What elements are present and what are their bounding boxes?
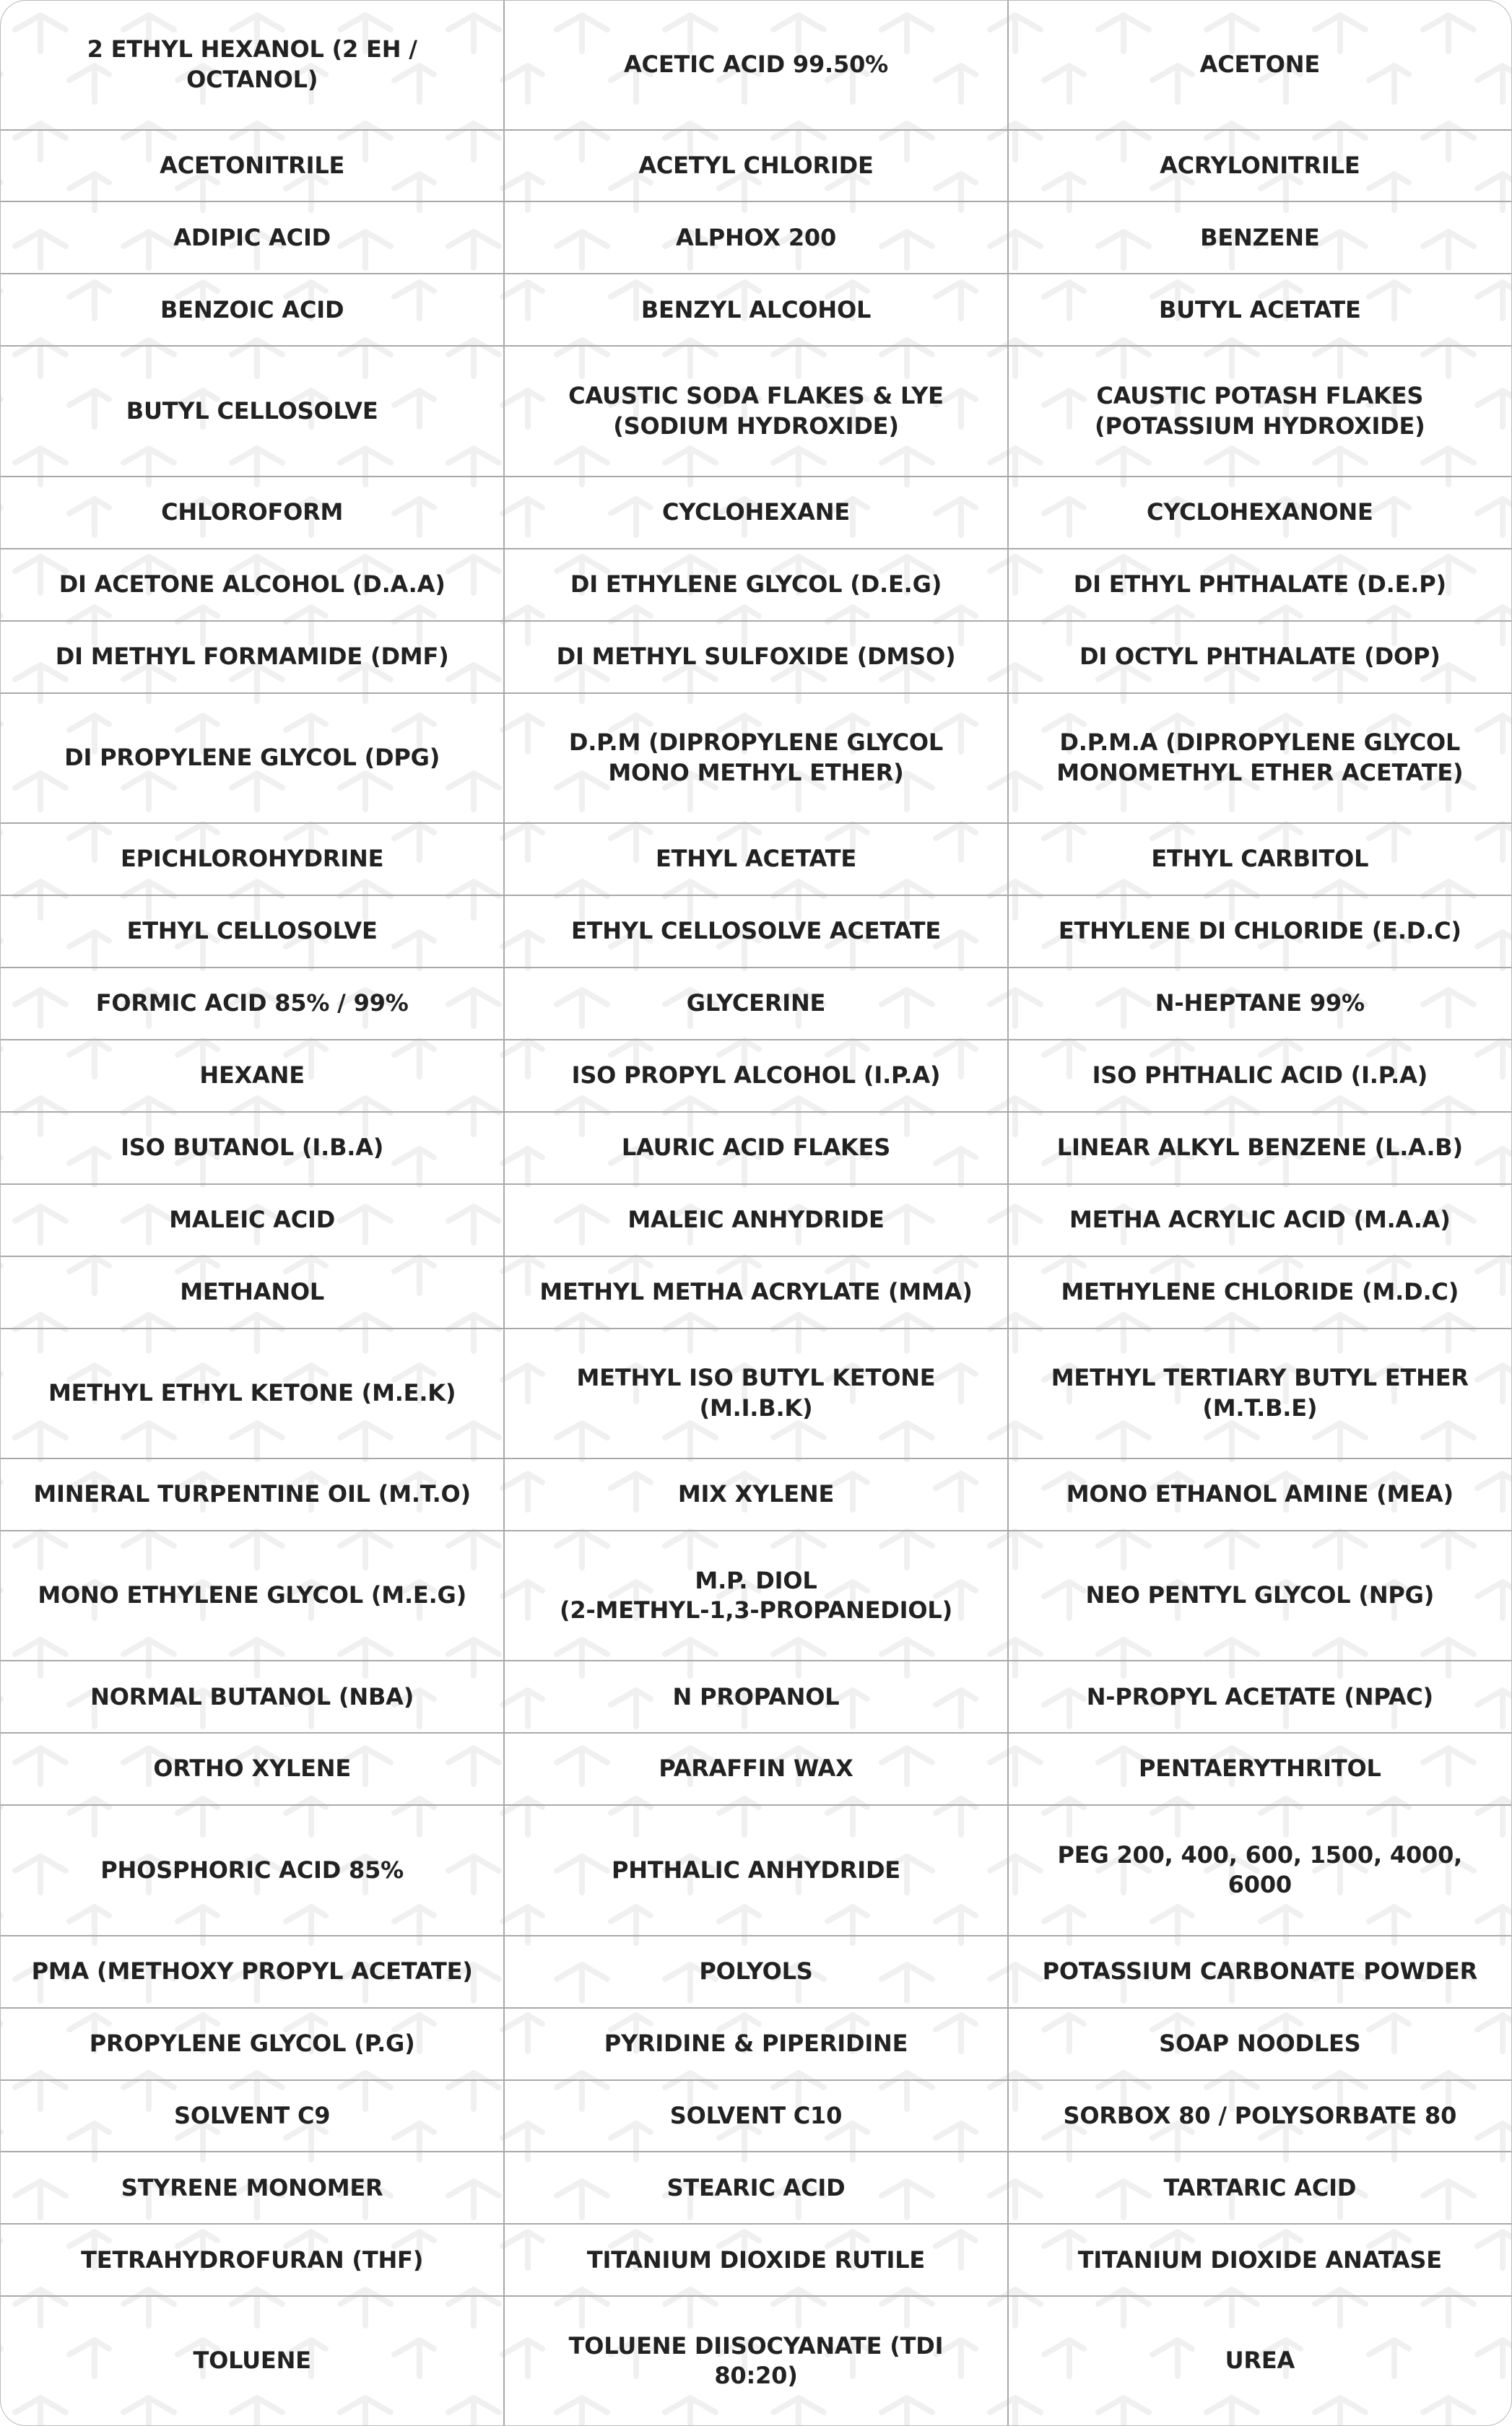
chemical-cell: TETRAHYDROFURAN (THF) [1,2224,504,2296]
table-row [1,549,1511,621]
chemical-cell: ETHYL CARBITOL [1008,823,1511,895]
table-row [1,201,1511,274]
table-row [1,1112,1511,1184]
chemical-cell: CYCLOHEXANE [504,477,1007,549]
chemical-cell: ETHYLENE DI CHLORIDE (E.D.C) [1008,895,1511,968]
chemical-cell: MALEIC ANHYDRIDE [504,1184,1007,1256]
chemical-table [1,1,1511,2425]
chemical-cell: TITANIUM DIOXIDE RUTILE [504,2224,1007,2296]
chemical-cell: GLYCERINE [504,968,1007,1040]
chemical-cell: MINERAL TURPENTINE OIL (M.T.O) [1,1458,504,1531]
chemical-cell: NORMAL BUTANOL (NBA) [1,1661,504,1733]
chemical-cell: D.P.M (DIPROPYLENE GLYCOL MONO METHYL ETHER) [504,693,1007,823]
chemical-cell: MONO ETHYLENE GLYCOL (M.E.G) [1,1531,504,1661]
chemical-cell: N-HEPTANE 99% [1008,968,1511,1040]
chemical-cell: ISO PROPYL ALCOHOL (I.P.A) [504,1040,1007,1112]
chemical-cell: UREA [1008,2296,1511,2425]
chemical-cell: PEG 200, 400, 600, 1500, 4000, 6000 [1008,1805,1511,1935]
table-row [1,2152,1511,2224]
chemical-cell: STEARIC ACID [504,2152,1007,2224]
chemical-table-body [1,1,1511,2425]
table-row [1,2224,1511,2296]
table-row [1,274,1511,346]
table-row [1,130,1511,202]
chemical-cell: METHYL TERTIARY BUTYL ETHER (M.T.B.E) [1008,1329,1511,1458]
chemical-cell: METHYL ISO BUTYL KETONE (M.I.B.K) [504,1329,1007,1458]
chemical-cell: ORTHO XYLENE [1,1733,504,1805]
table-row [1,823,1511,895]
chemical-cell: BENZOIC ACID [1,274,504,346]
table-row [1,1661,1511,1733]
table-row [1,1458,1511,1531]
chemical-cell: PHOSPHORIC ACID 85% [1,1805,504,1935]
chemical-cell: CAUSTIC POTASH FLAKES (POTASSIUM HYDROXIDE) [1008,346,1511,476]
table-row [1,2080,1511,2152]
chemical-cell: POTASSIUM CARBONATE POWDER [1008,1936,1511,2008]
chemical-cell: ADIPIC ACID [1,201,504,274]
table-row [1,693,1511,823]
table-row [1,2296,1511,2425]
table-row [1,1805,1511,1935]
chemical-cell: CYCLOHEXANONE [1008,477,1511,549]
chemical-cell: TARTARIC ACID [1008,2152,1511,2224]
chemical-cell: TITANIUM DIOXIDE ANATASE [1008,2224,1511,2296]
chemical-cell: ISO PHTHALIC ACID (I.P.A) [1008,1040,1511,1112]
chemical-cell: SOAP NOODLES [1008,2008,1511,2080]
chemical-cell: ACETONITRILE [1,130,504,202]
chemical-cell: PENTAERYTHRITOL [1008,1733,1511,1805]
chemical-cell: DI ETHYL PHTHALATE (D.E.P) [1008,549,1511,621]
chemical-cell: ISO BUTANOL (I.B.A) [1,1112,504,1184]
chemical-cell: M.P. DIOL (2-METHYL-1,3-PROPANEDIOL) [504,1531,1007,1661]
chemical-cell: PROPYLENE GLYCOL (P.G) [1,2008,504,2080]
chemical-cell: ETHYL CELLOSOLVE ACETATE [504,895,1007,968]
table-row [1,968,1511,1040]
chemical-cell: ALPHOX 200 [504,201,1007,274]
chemical-cell: PHTHALIC ANHYDRIDE [504,1805,1007,1935]
chemical-cell: DI ETHYLENE GLYCOL (D.E.G) [504,549,1007,621]
chemical-cell: LAURIC ACID FLAKES [504,1112,1007,1184]
chemical-cell: HEXANE [1,1040,504,1112]
table-row [1,895,1511,968]
chemical-cell: N-PROPYL ACETATE (NPAC) [1008,1661,1511,1733]
chemical-cell: MONO ETHANOL AMINE (MEA) [1008,1458,1511,1531]
chemical-cell: 2 ETHYL HEXANOL (2 EH / OCTANOL) [1,1,504,130]
chemical-cell: METHYL METHA ACRYLATE (MMA) [504,1256,1007,1329]
chemical-cell: ACETYL CHLORIDE [504,130,1007,202]
chemical-cell: POLYOLS [504,1936,1007,2008]
chemical-cell: METHYL ETHYL KETONE (M.E.K) [1,1329,504,1458]
chemical-cell: D.P.M.A (DIPROPYLENE GLYCOL MONOMETHYL ETHER ACETATE) [1008,693,1511,823]
chemical-cell: BENZENE [1008,201,1511,274]
chemical-cell: ACRYLONITRILE [1008,130,1511,202]
table-row [1,1040,1511,1112]
table-row [1,1184,1511,1256]
table-row [1,1531,1511,1661]
chemical-cell: MIX XYLENE [504,1458,1007,1531]
table-row [1,1,1511,130]
table-row [1,346,1511,476]
chemical-cell: BENZYL ALCOHOL [504,274,1007,346]
chemical-cell: DI ACETONE ALCOHOL (D.A.A) [1,549,504,621]
chemical-cell: ETHYL ACETATE [504,823,1007,895]
chemical-cell: METHANOL [1,1256,504,1329]
chemical-cell: DI OCTYL PHTHALATE (DOP) [1008,621,1511,693]
chemical-cell: PARAFFIN WAX [504,1733,1007,1805]
table-row [1,2008,1511,2080]
table-row [1,621,1511,693]
chemical-cell: DI METHYL FORMAMIDE (DMF) [1,621,504,693]
chemical-cell: BUTYL ACETATE [1008,274,1511,346]
chemical-cell: LINEAR ALKYL BENZENE (L.A.B) [1008,1112,1511,1184]
chemical-cell: ACETIC ACID 99.50% [504,1,1007,130]
table-row [1,1936,1511,2008]
chemical-cell: SORBOX 80 / POLYSORBATE 80 [1008,2080,1511,2152]
chemical-cell: ETHYL CELLOSOLVE [1,895,504,968]
chemical-cell: SOLVENT C10 [504,2080,1007,2152]
chemical-cell: SOLVENT C9 [1,2080,504,2152]
chemical-cell: MALEIC ACID [1,1184,504,1256]
chemical-cell: BUTYL CELLOSOLVE [1,346,504,476]
table-row [1,477,1511,549]
chemical-cell: CAUSTIC SODA FLAKES & LYE (SODIUM HYDROXIDE) [504,346,1007,476]
chemical-cell: EPICHLOROHYDRINE [1,823,504,895]
chemical-cell: DI METHYL SULFOXIDE (DMSO) [504,621,1007,693]
chemical-cell: METHYLENE CHLORIDE (M.D.C) [1008,1256,1511,1329]
chemical-cell: TOLUENE [1,2296,504,2425]
table-row [1,1329,1511,1458]
chemical-cell: ACETONE [1008,1,1511,130]
chemical-cell: N PROPANOL [504,1661,1007,1733]
chemical-cell: CHLOROFORM [1,477,504,549]
chemical-cell: DI PROPYLENE GLYCOL (DPG) [1,693,504,823]
chemical-cell: METHA ACRYLIC ACID (M.A.A) [1008,1184,1511,1256]
chemical-cell: PMA (METHOXY PROPYL ACETATE) [1,1936,504,2008]
table-row [1,1733,1511,1805]
table-row [1,1256,1511,1329]
chemical-cell: TOLUENE DIISOCYANATE (TDI 80:20) [504,2296,1007,2425]
chemical-cell: PYRIDINE & PIPERIDINE [504,2008,1007,2080]
chemical-cell: FORMIC ACID 85% / 99% [1,968,504,1040]
chemical-cell: NEO PENTYL GLYCOL (NPG) [1008,1531,1511,1661]
chemical-cell: STYRENE MONOMER [1,2152,504,2224]
